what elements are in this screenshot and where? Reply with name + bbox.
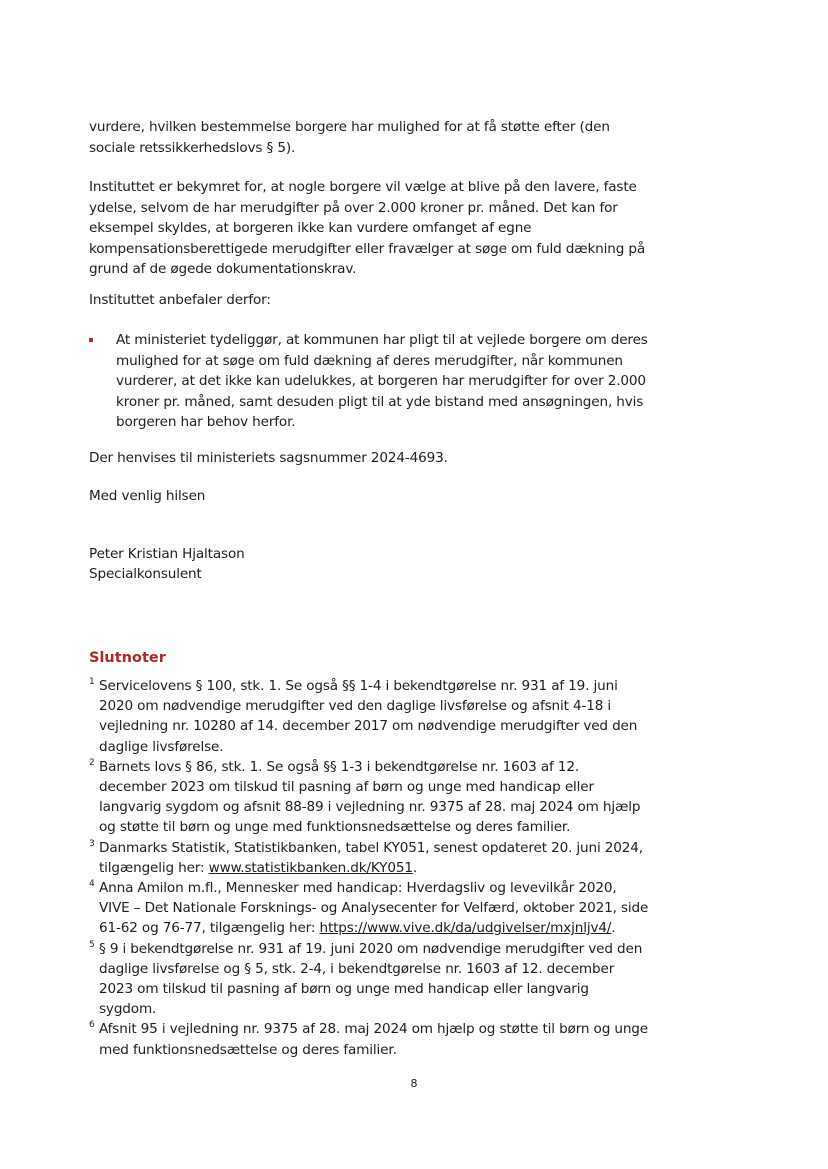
endnote-item (89, 1019, 649, 1059)
endnote-text: Anna Amilon m.fl., Mennesker med handicap: Hverdagsliv og levevilkår 2020, VIVE – Det Nationale Forsknings- og Analysecenter for Velfærd, oktober 2021, side 61-62 og 76-77, tilgængelig her: (99, 880, 649, 937)
endnote-number: 4 (89, 879, 95, 890)
signature-title: Specialkonsulent (89, 566, 202, 582)
endnote-text: Barnets lovs § 86, stk. 1. Se også §§ 1-3 i bekendtgørelse nr. 1603 af 12. december 2023 om tilskud til pasning af børn og unge med handicap eller langvarig sygdom og afsnit 88-89 i vejledning nr. 9375 af 28. maj 2024 om hjælp og støtte til børn og unge med funktionsnedsættelse og deres familier. (99, 758, 641, 836)
endnotes-heading: Slutnoter (89, 650, 166, 666)
endnote-text: Danmarks Statistik, Statistikbanken, tabel KY051, senest opdateret 20. juni 2024, tilgængelig her: (99, 839, 643, 876)
recommendation-list (89, 330, 649, 433)
endnote-punctuation: . (611, 920, 616, 937)
paragraph-case-number: Der henvises til ministeriets sagsnummer 2024-4693. (89, 450, 448, 466)
endnote-item (89, 676, 649, 757)
endnote-text: Afsnit 95 i vejledning nr. 9375 af 28. maj 2024 om hjælp og støtte til børn og unge med funktionsnedsættelse og deres familier. (99, 1021, 648, 1058)
endnotes-list (89, 676, 649, 1060)
endnote-punctuation: . (412, 859, 417, 876)
bullet-marker-icon (89, 338, 93, 342)
endnote-number: 1 (89, 677, 95, 687)
endnote-item (89, 939, 649, 1020)
endnote-text: Servicelovens § 100, stk. 1. Se også §§ 1-4 i bekendtgørelse nr. 931 af 19. juni 2020 om nødvendige merudgifter ved den daglige livsførelse og afsnit 4-18 i vejledning nr. 10280 af 14. december 2017 om nødvendige merudgifter ved den daglige livsførelse. (99, 678, 638, 755)
paragraph-3: Instituttet anbefaler derfor: (89, 292, 271, 308)
closing-greeting: Med venlig hilsen (89, 488, 206, 504)
paragraph-2: Instituttet er bekymret for, at nogle borgere vil vælge at blive på den lavere, faste ydelse, selvom de har merudgifter på over 2.000 kroner pr. måned. Det kan for eksempel skyldes, at borgeren ikke kan vurdere omfanget af egne kompensationsberettigede merudgifter eller fravælger at søge om fuld dækning på grund af de øgede dokumentationskrav. (89, 179, 646, 277)
endnote-number: 2 (89, 757, 95, 768)
page-number: 8 (410, 1077, 418, 1090)
endnote-item (89, 757, 649, 838)
endnote-number: 5 (89, 939, 95, 950)
vive-link[interactable]: https://www.vive.dk/da/udgivelser/mxjnljv4/ (319, 920, 612, 937)
statistikbanken-link[interactable]: www.statistikbanken.dk/KY051 (208, 859, 413, 876)
signature-name: Peter Kristian Hjaltason (89, 546, 245, 562)
endnote-number: 6 (89, 1020, 95, 1031)
endnote-item (89, 878, 649, 939)
paragraph-1: vurdere, hvilken bestemmelse borgere har mulighed for at få støtte efter (den sociale retssikkerhedslovs § 5). (89, 119, 610, 156)
endnote-text: § 9 i bekendtgørelse nr. 931 af 19. juni 2020 om nødvendige merudgifter ved den daglige livsførelse og § 5, stk. 2-4, i bekendtgørelse nr. 1603 af 12. december 2023 om tilskud til pasning af børn og unge med handicap eller langvarig sygdom. (99, 940, 643, 1018)
endnote-number: 3 (89, 838, 95, 849)
endnote-item (89, 838, 649, 878)
recommendation-item: At ministeriet tydeliggør, at kommunen har pligt til at vejlede borgere om deres mulighed for at søge om fuld dækning af deres merudgifter, når kommunen vurderer, at det ikke kan udelukkes, at borgeren har merudgifter for over 2.000 kroner pr. måned, samt desuden pligt til at yde bistand med ansøgningen, hvis borgeren har behov herfor. (116, 332, 648, 430)
